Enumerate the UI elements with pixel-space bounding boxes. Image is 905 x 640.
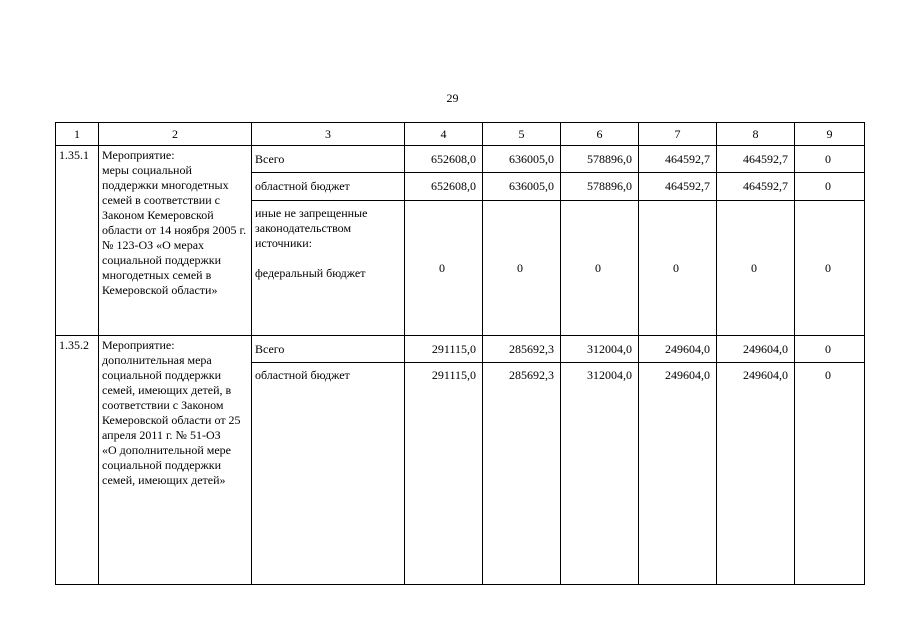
value-cell: 464592,7 (717, 146, 795, 173)
header-cell: 8 (717, 123, 795, 146)
value-cell: 636005,0 (483, 173, 561, 201)
value-cell: 0 (717, 201, 795, 336)
value-cell: 312004,0 (561, 336, 639, 363)
value-cell: 249604,0 (717, 336, 795, 363)
value-cell: 285692,3 (483, 363, 561, 585)
value-cell: 0 (639, 201, 717, 336)
measure-code: 1.35.1 (56, 146, 99, 336)
value-cell: 0 (561, 201, 639, 336)
header-row (56, 123, 865, 146)
table-row (56, 146, 865, 173)
measure-description: Мероприятие: дополнительная мера социальной поддержки семей, имеющих детей, в соответствии с Законом Кемеровской области от 25 апреля 2011 г. № 51-ОЗ «О дополнительной мере социальной поддержки семей, имеющих детей» (99, 336, 252, 585)
value-cell: 0 (795, 173, 865, 201)
value-cell: 464592,7 (639, 146, 717, 173)
value-cell: 578896,0 (561, 173, 639, 201)
source-label: областной бюджет (252, 173, 405, 201)
source-label: Всего (252, 146, 405, 173)
header-cell: 9 (795, 123, 865, 146)
header-cell: 3 (252, 123, 405, 146)
value-cell: 285692,3 (483, 336, 561, 363)
value-cell: 652608,0 (405, 146, 483, 173)
value-cell: 312004,0 (561, 363, 639, 585)
value-cell: 0 (795, 336, 865, 363)
value-cell: 464592,7 (717, 173, 795, 201)
page-number: 29 (446, 91, 459, 105)
value-cell: 0 (405, 201, 483, 336)
value-cell: 0 (795, 201, 865, 336)
table-row (56, 336, 865, 363)
value-cell: 249604,0 (639, 363, 717, 585)
source-label: иные не запрещенные законодательством источники: федеральный бюджет (252, 201, 405, 336)
value-cell: 291115,0 (405, 336, 483, 363)
value-cell: 464592,7 (639, 173, 717, 201)
value-cell: 0 (795, 363, 865, 585)
header-cell: 6 (561, 123, 639, 146)
source-label: областной бюджет (252, 363, 405, 585)
measure-description: Мероприятие: меры социальной поддержки многодетных семей в соответствии с Законом Кемеровской области от 14 ноября 2005 г. № 123-ОЗ «О мерах социальной поддержки многодетных семей в Кемеровской области» (99, 146, 252, 336)
value-cell: 652608,0 (405, 173, 483, 201)
header-cell: 4 (405, 123, 483, 146)
budget-table (55, 122, 865, 585)
source-label: Всего (252, 336, 405, 363)
value-cell: 249604,0 (717, 363, 795, 585)
measure-code: 1.35.2 (56, 336, 99, 585)
header-cell: 1 (56, 123, 99, 146)
value-cell: 249604,0 (639, 336, 717, 363)
value-cell: 0 (483, 201, 561, 336)
header-cell: 5 (483, 123, 561, 146)
value-cell: 578896,0 (561, 146, 639, 173)
header-cell: 7 (639, 123, 717, 146)
value-cell: 0 (795, 146, 865, 173)
value-cell: 636005,0 (483, 146, 561, 173)
value-cell: 291115,0 (405, 363, 483, 585)
header-cell: 2 (99, 123, 252, 146)
